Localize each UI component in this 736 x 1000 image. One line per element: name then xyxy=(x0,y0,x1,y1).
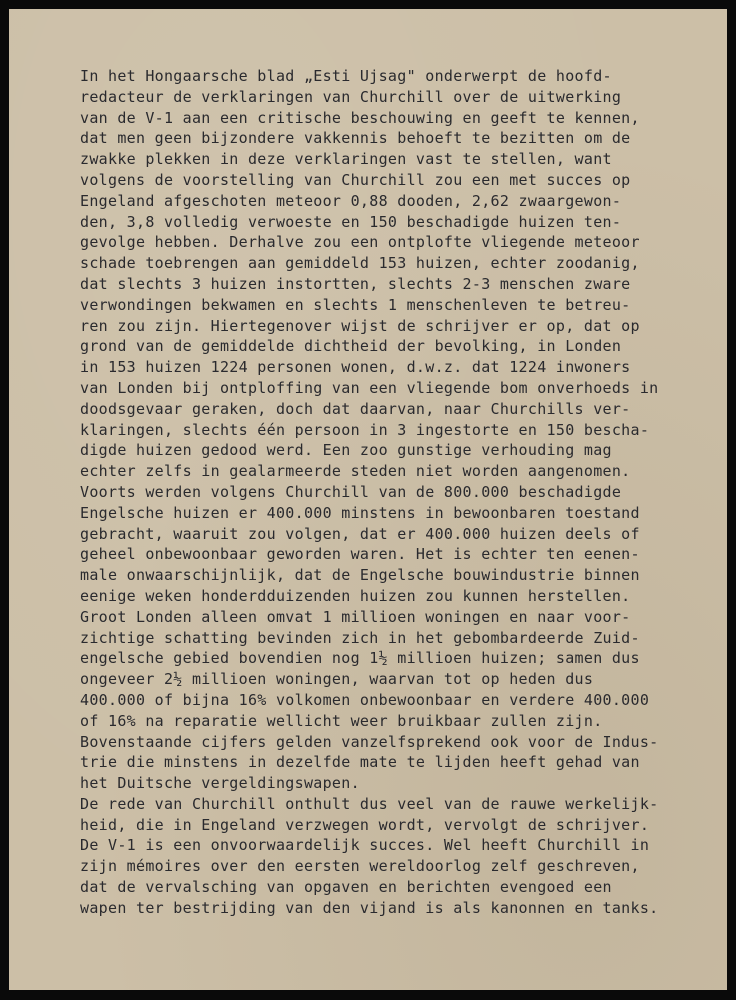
text-line: wapen ter bestrijding van den vijand is als kanonnen en tanks. xyxy=(80,898,659,917)
text-line: gebracht, waaruit zou volgen, dat er 400.000 huizen deels of xyxy=(80,524,640,543)
text-line: De V-1 is een onvoorwaardelijk succes. Wel heeft Churchill in xyxy=(80,836,650,855)
text-line: geheel onbewoonbaar geworden waren. Het is echter ten eenen- xyxy=(80,545,640,564)
text-line: redacteur de verklaringen van Churchill over de uitwerking xyxy=(80,87,622,106)
text-line: Engelsche huizen er 400.000 minstens in bewoonbaren toestand xyxy=(80,503,640,522)
text-line: Bovenstaande cijfers gelden vanzelfsprekend ook voor de Indus- xyxy=(80,732,659,751)
text-line: van de V-1 aan een critische beschouwing en geeft te kennen, xyxy=(80,108,640,127)
text-line: echter zelfs in gealarmeerde steden niet worden aangenomen. xyxy=(80,462,631,481)
text-line: engelsche gebied bovendien nog 1½ millioen huizen; samen dus xyxy=(80,649,640,668)
text-line: klaringen, slechts één persoon in 3 ingestorte en 150 bescha- xyxy=(80,420,650,439)
text-line: grond van de gemiddelde dichtheid der bevolking, in Londen xyxy=(80,337,622,356)
text-line: den, 3,8 volledig verwoeste en 150 beschadigde huizen ten- xyxy=(80,212,622,231)
text-line: volgens de voorstelling van Churchill zou een met succes op xyxy=(80,170,631,189)
text-line: heid, die in Engeland verzwegen wordt, vervolgt de schrijver. xyxy=(80,815,650,834)
text-line: De rede van Churchill onthult dus veel van de rauwe werkelijk- xyxy=(80,794,659,813)
text-line: verwondingen bekwamen en slechts 1 menschenleven te betreu- xyxy=(80,295,631,314)
text-line: eenige weken honderdduizenden huizen zou kunnen herstellen. xyxy=(80,586,631,605)
paper-sheet xyxy=(9,9,727,990)
text-line: male onwaarschijnlijk, dat de Engelsche bouwindustrie binnen xyxy=(80,566,640,585)
typed-text-body xyxy=(80,66,700,919)
text-line: digde huizen gedood werd. Een zoo gunstige verhouding mag xyxy=(80,441,612,460)
text-line: In het Hongaarsche blad „Esti Ujsag" onderwerpt de hoofd- xyxy=(80,67,612,85)
text-line: dat slechts 3 huizen instortten, slechts 2-3 menschen zware xyxy=(80,274,631,293)
text-line: ongeveer 2½ millioen woningen, waarvan tot op heden dus xyxy=(80,670,594,689)
text-line: 400.000 of bijna 16% volkomen onbewoonbaar en verdere 400.000 xyxy=(80,690,650,709)
text-line: doodsgevaar geraken, doch dat daarvan, naar Churchills ver- xyxy=(80,399,631,418)
text-line: zwakke plekken in deze verklaringen vast te stellen, want xyxy=(80,150,612,169)
text-line: het Duitsche vergeldingswapen. xyxy=(80,774,360,793)
text-line: zichtige schatting bevinden zich in het gebombardeerde Zuid- xyxy=(80,628,640,647)
text-line: Voorts werden volgens Churchill van de 800.000 beschadigde xyxy=(80,482,622,501)
text-line: schade toebrengen aan gemiddeld 153 huizen, echter zoodanig, xyxy=(80,254,640,273)
text-line: zijn mémoires over den eersten wereldoorlog zelf geschreven, xyxy=(80,857,640,876)
text-line: van Londen bij ontploffing van een vliegende bom onverhoeds in xyxy=(80,378,659,397)
text-line: dat de vervalsching van opgaven en berichten evengoed een xyxy=(80,878,612,897)
text-line: of 16% na reparatie wellicht weer bruikbaar zullen zijn. xyxy=(80,711,603,730)
text-line: Groot Londen alleen omvat 1 millioen woningen en naar voor- xyxy=(80,607,631,626)
text-line: dat men geen bijzondere vakkennis behoeft te bezitten om de xyxy=(80,129,631,148)
text-line: in 153 huizen 1224 personen wonen, d.w.z. dat 1224 inwoners xyxy=(80,358,631,377)
text-line: trie die minstens in dezelfde mate te lijden heeft gehad van xyxy=(80,753,640,772)
text-line: ren zou zijn. Hiertegenover wijst de schrijver er op, dat op xyxy=(80,316,640,335)
text-line: Engeland afgeschoten meteoor 0,88 dooden, 2,62 zwaargewon- xyxy=(80,191,622,210)
text-line: gevolge hebben. Derhalve zou een ontplofte vliegende meteoor xyxy=(80,233,640,252)
